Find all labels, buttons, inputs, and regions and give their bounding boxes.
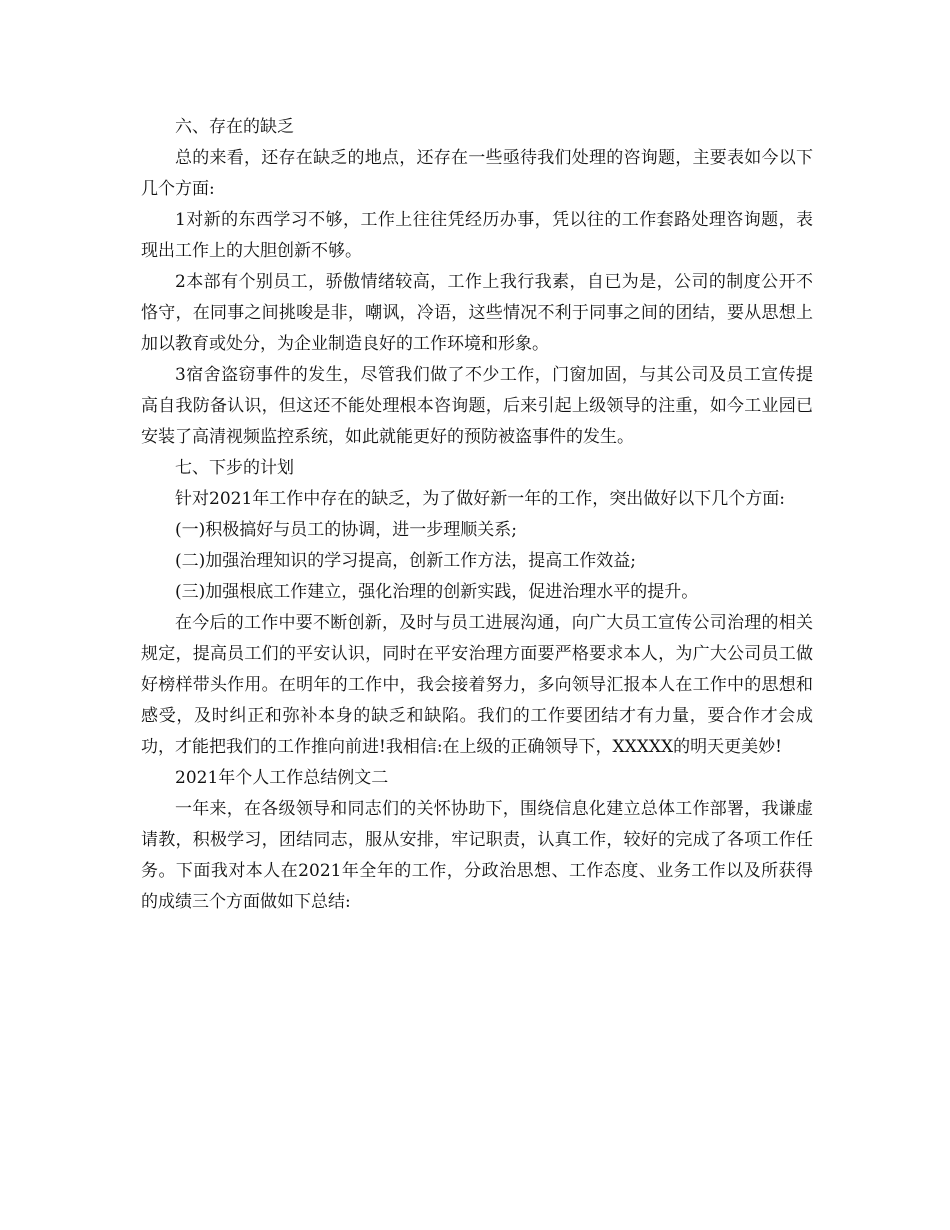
paragraph-plan-item-3: (三)加强根底工作建立，强化治理的创新实践，促进治理水平的提升。 [175,582,699,602]
section-heading-next-plan: 七、下步的计划 [175,458,294,478]
document-page [141,112,813,918]
paragraph-year-summary: 一年来，在各级领导和同志们的关怀协助下，围绕信息化建立总体工作部署，我谦虚请教，积极学习，团结同志，服从安排，牢记职责，认真工作，较好的完成了各项工作任务。下面我对本人在2021年全年的工作，分政治思想、工作态度、业务工作以及所获得的成绩三个方面做如下总结: [141,799,813,912]
paragraph-future-work: 在今后的工作中要不断创新，及时与员工进展沟通，向广大员工宣传公司治理的相关规定，提高员工们的平安认识，同时在平安治理方面要严格要求本人，为广大公司员工做好榜样带头作用。在明年的工作中，我会接着努力，多向领导汇报本人在工作中的思想和感受，及时纠正和弥补本身的缺乏和缺陷。我们的工作要团结才有力量，要合作才会成功，才能把我们的工作推向前进!我相信:在上级的正确领导下，XXXXX的明天更美妙! [141,613,813,757]
paragraph-plan-intro: 针对2021年工作中存在的缺乏，为了做好新一年的工作，突出做好以下几个方面: [175,489,785,509]
section-heading-shortcomings: 六、存在的缺乏 [175,117,294,137]
paragraph-item-1: 1对新的东西学习不够，工作上往往凭经历办事，凭以往的工作套路处理咨询题，表现出工作上的大胆创新不够。 [141,210,813,261]
paragraph-item-3: 3宿舍盗窃事件的发生，尽管我们做了不少工作，门窗加固，与其公司及员工宣传提高自我防备认识，但这还不能处理根本咨询题，后来引起上级领导的注重，如今工业园已安装了高清视频监控系统，如此就能更好的预防被盗事件的发生。 [141,365,813,447]
paragraph-shortcomings-intro: 总的来看，还存在缺乏的地点，还存在一些亟待我们处理的咨询题，主要表如今以下几个方面: [141,148,813,199]
section-heading-example-two: 2021年个人工作总结例文二 [175,768,389,788]
paragraph-plan-item-1: (一)积极搞好与员工的协调，进一步理顺关系; [175,520,517,540]
paragraph-item-2: 2本部有个别员工，骄傲情绪较高，工作上我行我素，自已为是，公司的制度公开不恪守，在同事之间挑唆是非，嘲讽，冷语，这些情况不利于同事之间的团结，要从思想上加以教育或处分，为企业制造良好的工作环境和形象。 [141,272,813,354]
paragraph-plan-item-2: (二)加强治理知识的学习提高，创新工作方法，提高工作效益; [175,551,636,571]
